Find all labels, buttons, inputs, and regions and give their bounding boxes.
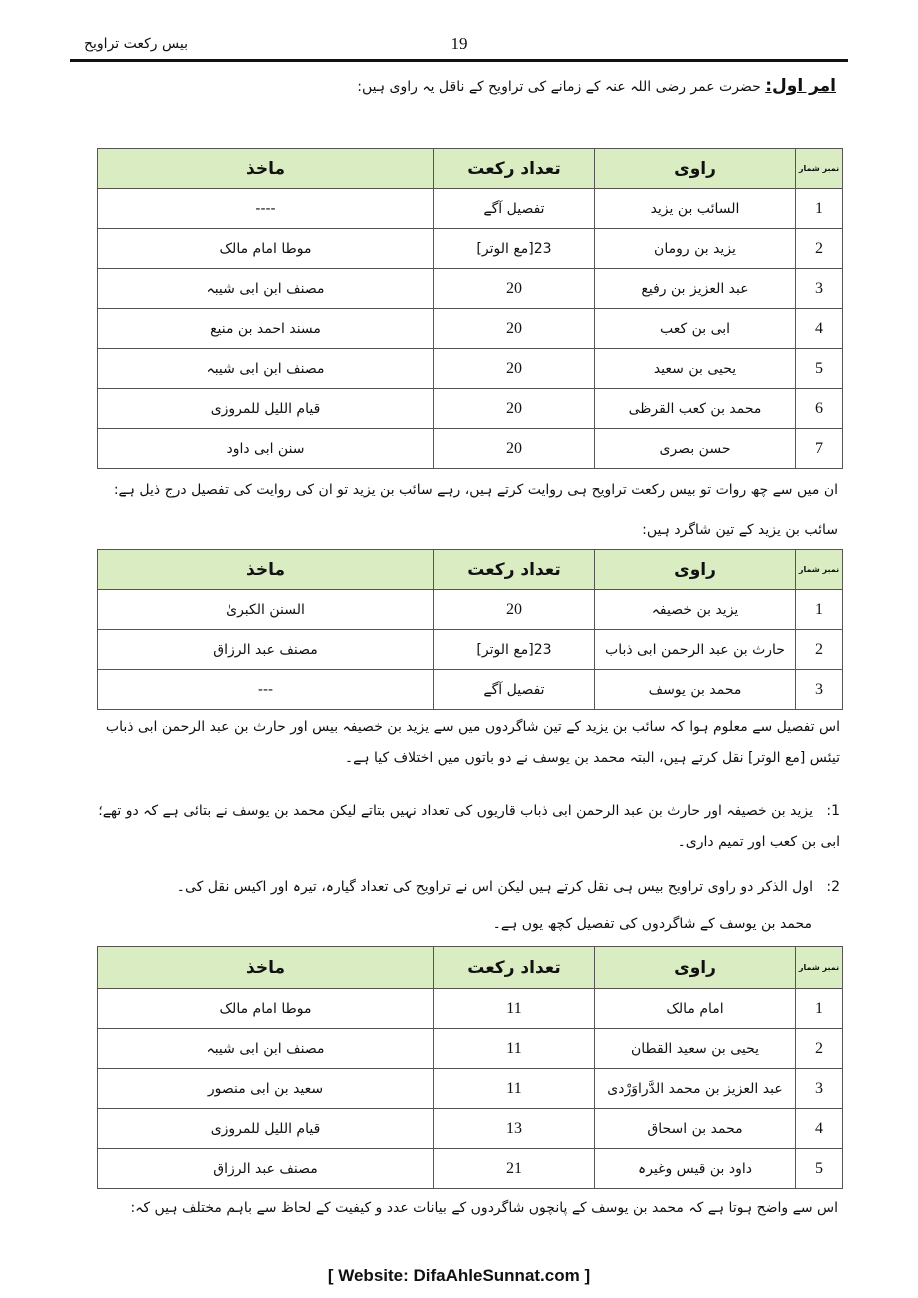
narrator-cell: یزید بن خصیفہ — [595, 590, 796, 630]
intro-label: امر اول: — [765, 76, 836, 96]
narrators-table-1 — [97, 148, 843, 469]
row-number-cell: 3 — [796, 670, 843, 710]
rakat-cell: 20 — [434, 349, 595, 389]
row-number-cell: 1 — [796, 590, 843, 630]
row-number-cell: 2 — [796, 229, 843, 269]
header-narrator: راوی — [595, 149, 796, 189]
source-cell: ---- — [98, 189, 434, 229]
row-number-cell: 7 — [796, 429, 843, 469]
narrator-cell: یحیی بن سعید — [595, 349, 796, 389]
point-1-marker: 1: — [826, 803, 840, 819]
table-row — [98, 349, 843, 389]
table-header-row — [98, 947, 843, 989]
rakat-cell: 20 — [434, 389, 595, 429]
point-2-text: اول الذکر دو راوی تراویح بیس ہی نقل کرتے ہیں لیکن اس نے تراویح کی تعداد گیارہ، تیرہ اور اکیس نقل کی۔ — [176, 879, 813, 895]
table-row — [98, 590, 843, 630]
narrators-table-3 — [97, 946, 843, 1189]
narrator-cell: عبد العزیز بن محمد الدَّراوَرْدی — [595, 1069, 796, 1109]
narrator-cell: محمد بن یوسف — [595, 670, 796, 710]
row-number-cell: 4 — [796, 1109, 843, 1149]
rakat-cell: 13 — [434, 1109, 595, 1149]
header-source: ماخذ — [98, 550, 434, 590]
source-cell: السنن الکبریٰ — [98, 590, 434, 630]
source-cell: موطا امام مالک — [98, 989, 434, 1029]
point-2 — [78, 872, 840, 903]
row-number-cell: 5 — [796, 1149, 843, 1189]
row-number-cell: 6 — [796, 389, 843, 429]
table-row — [98, 189, 843, 229]
text-after-table-1: ان میں سے چھ روات تو بیس رکعت تراویح ہی روایت کرتے ہیں، رہے سائب بن یزید تو ان کی روایت کی تفصیل درج ذیل ہے: — [113, 482, 838, 498]
row-number-cell: 4 — [796, 309, 843, 349]
row-number-cell: 2 — [796, 1029, 843, 1069]
source-cell: --- — [98, 670, 434, 710]
table-row — [98, 1109, 843, 1149]
rakat-cell: 20 — [434, 309, 595, 349]
narrator-cell: حسن بصری — [595, 429, 796, 469]
narrator-cell: عبد العزیز بن رفیع — [595, 269, 796, 309]
table-header-row — [98, 550, 843, 590]
row-number-cell: 1 — [796, 989, 843, 1029]
header-rule — [70, 59, 848, 62]
rakat-cell: 11 — [434, 1029, 595, 1069]
header-number: نمبر شمار — [796, 550, 843, 590]
narrator-cell: ابی بن کعب — [595, 309, 796, 349]
row-number-cell: 2 — [796, 630, 843, 670]
header-source: ماخذ — [98, 947, 434, 989]
point-2-marker: 2: — [826, 879, 840, 895]
table-row — [98, 670, 843, 710]
source-cell: سنن ابی داود — [98, 429, 434, 469]
row-number-cell: 5 — [796, 349, 843, 389]
running-head: بیس رکعت تراویح — [83, 36, 188, 52]
rakat-cell: 20 — [434, 590, 595, 630]
narrator-cell: محمد بن کعب القرظی — [595, 389, 796, 429]
header-narrator: راوی — [595, 947, 796, 989]
header-number: نمبر شمار — [796, 149, 843, 189]
header-narrator: راوی — [595, 550, 796, 590]
rakat-cell: تفصیل آگے — [434, 670, 595, 710]
narrator-cell: امام مالک — [595, 989, 796, 1029]
narrators-table-2 — [97, 549, 843, 710]
table-row — [98, 429, 843, 469]
narrator-cell: داود بن قیس وغیرہ — [595, 1149, 796, 1189]
narrator-cell: حارث بن عبد الرحمن ابی ذباب — [595, 630, 796, 670]
source-cell: موطا امام مالک — [98, 229, 434, 269]
table-row — [98, 389, 843, 429]
source-cell: سعید بن ابی منصور — [98, 1069, 434, 1109]
point-1 — [78, 796, 840, 858]
header-number: نمبر شمار — [796, 947, 843, 989]
source-cell: مصنف عبد الرزاق — [98, 1149, 434, 1189]
rakat-cell: 21 — [434, 1149, 595, 1189]
table-row — [98, 269, 843, 309]
row-number-cell: 3 — [796, 1069, 843, 1109]
narrator-cell: یزید بن رومان — [595, 229, 796, 269]
narrator-cell: محمد بن اسحاق — [595, 1109, 796, 1149]
source-cell: قیام اللیل للمروزی — [98, 1109, 434, 1149]
source-cell: قیام اللیل للمروزی — [98, 389, 434, 429]
header-rakat: تعداد رکعت — [434, 149, 595, 189]
table-row — [98, 229, 843, 269]
table-row — [98, 989, 843, 1029]
page-header — [70, 28, 848, 62]
source-cell: مسند احمد بن منیع — [98, 309, 434, 349]
table-row — [98, 1029, 843, 1069]
website-footer: [ Website: DifaAhleSunnat.com ] — [327, 1266, 591, 1285]
rakat-cell: 11 — [434, 1069, 595, 1109]
rakat-cell: 23[مع الوتر] — [434, 630, 595, 670]
rakat-cell: 11 — [434, 989, 595, 1029]
header-source: ماخذ — [98, 149, 434, 189]
header-rakat: تعداد رکعت — [434, 550, 595, 590]
rakat-cell: 20 — [434, 429, 595, 469]
intro-line — [357, 76, 836, 96]
table-row — [98, 309, 843, 349]
rakat-cell: 23[مع الوتر] — [434, 229, 595, 269]
rakat-cell: 20 — [434, 269, 595, 309]
intro-text: حضرت عمر رضی اللہ عنہ کے زمانے کی تراویح کے ناقل یہ راوی ہیں: — [357, 79, 761, 95]
source-cell: مصنف عبد الرزاق — [98, 630, 434, 670]
header-rakat: تعداد رکعت — [434, 947, 595, 989]
table-row — [98, 630, 843, 670]
text-three-students: سائب بن یزید کے تین شاگرد ہیں: — [642, 522, 838, 538]
point-1-text: یزید بن خصیفہ اور حارث بن عبد الرحمن ابی ذباب قاریوں کی تعداد نہیں بتاتے لیکن محمد بن یوسف نے بتائی ہے کہ دو تھے؛ ابی بن کعب اور تمیم داری۔ — [98, 803, 840, 850]
source-cell: مصنف ابن ابی شیبہ — [98, 1029, 434, 1069]
source-cell: مصنف ابن ابی شیبہ — [98, 349, 434, 389]
table-row — [98, 1149, 843, 1189]
row-number-cell: 3 — [796, 269, 843, 309]
narrator-cell: یحیی بن سعید القطان — [595, 1029, 796, 1069]
source-cell: مصنف ابن ابی شیبہ — [98, 269, 434, 309]
text-yusuf-students: محمد بن یوسف کے شاگردوں کی تفصیل کچھ یوں ہے۔ — [492, 916, 812, 932]
closing-text: اس سے واضح ہوتا ہے کہ محمد بن یوسف کے پانچوں شاگردوں کے بیانات عدد و کیفیت کے لحاظ سے باہم مختلف ہیں کہ: — [130, 1200, 838, 1216]
row-number-cell: 1 — [796, 189, 843, 229]
rakat-cell: تفصیل آگے — [434, 189, 595, 229]
narrator-cell: السائب بن یزید — [595, 189, 796, 229]
page-number: 19 — [450, 34, 468, 53]
table-header-row — [98, 149, 843, 189]
detail-paragraph: اس تفصیل سے معلوم ہوا کہ سائب بن یزید کے تین شاگردوں میں سے یزید بن خصیفہ بیس اور حارث بن عبد الرحمن ابی ذباب تیئس [مع الوتر] نقل کرتے ہیں، البتہ محمد بن یوسف نے دو باتوں میں اختلاف کیا ہے۔ — [105, 719, 840, 766]
table-row — [98, 1069, 843, 1109]
